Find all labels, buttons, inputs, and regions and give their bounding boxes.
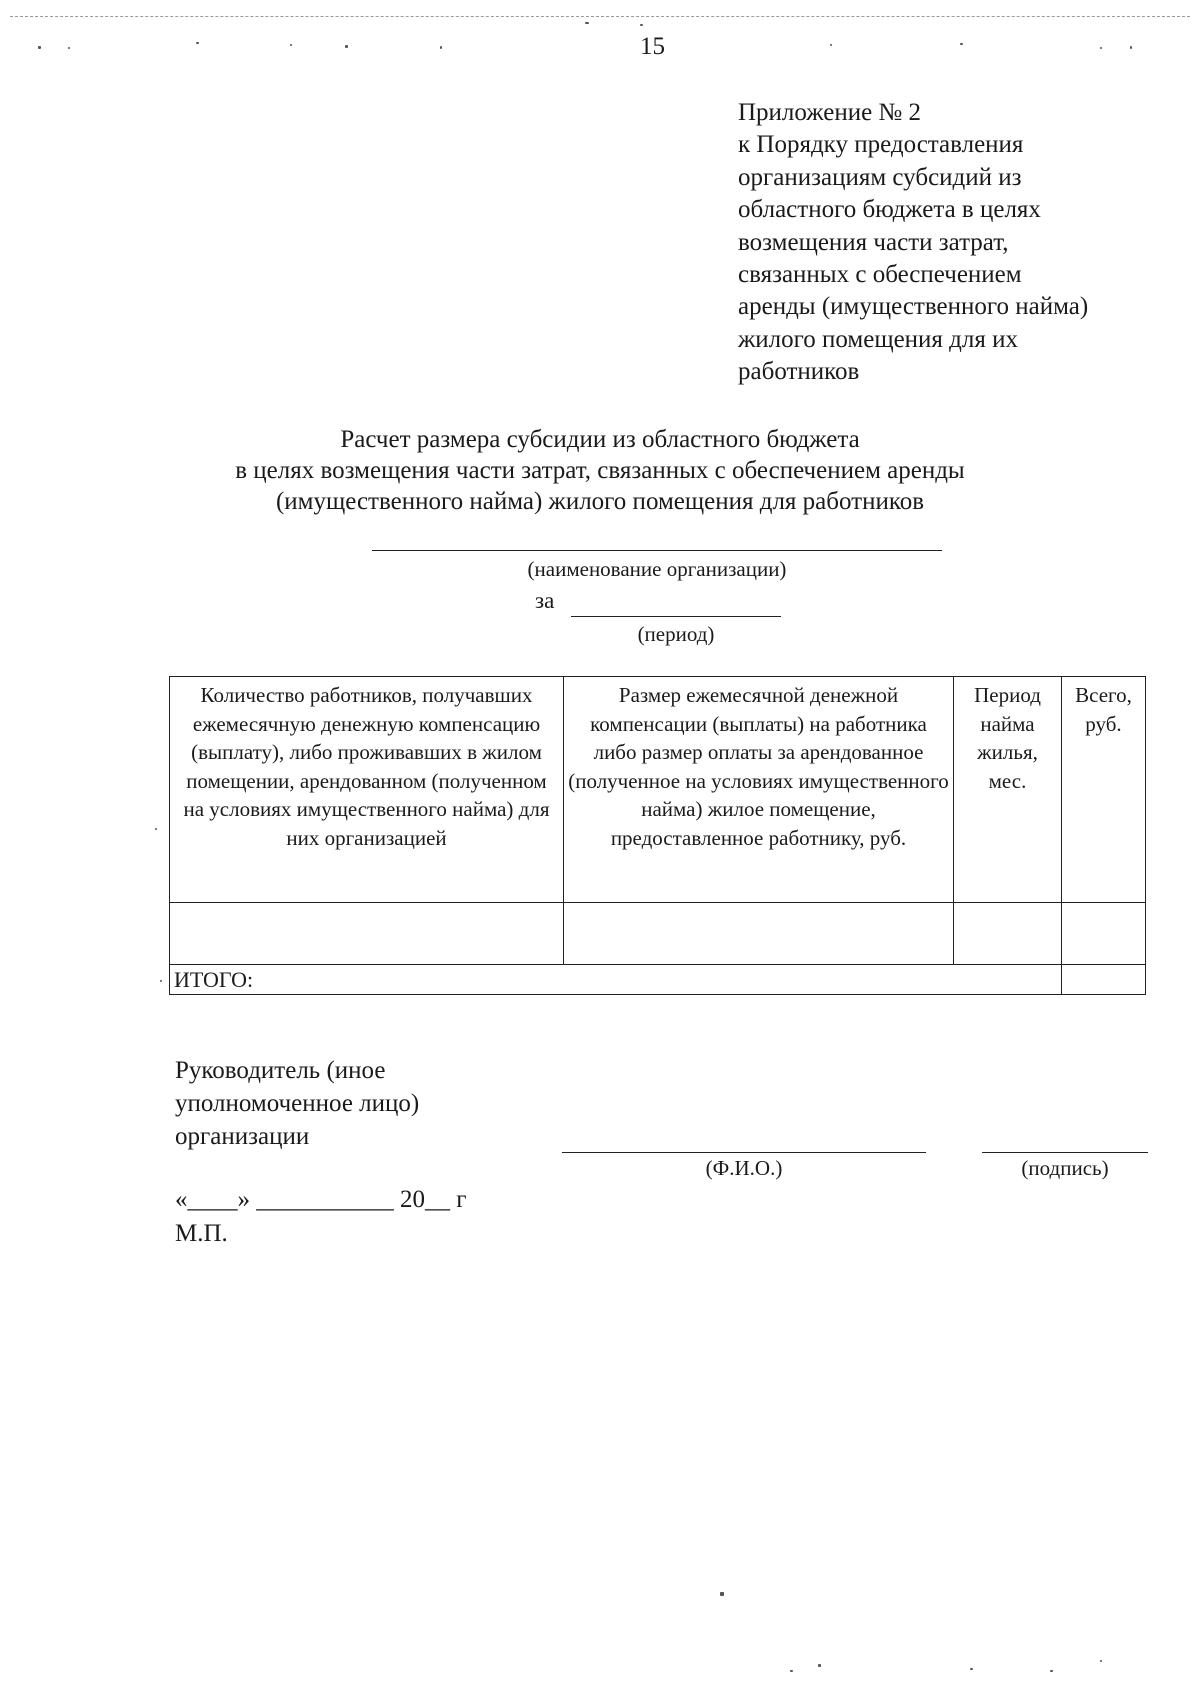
signer-line: организации <box>175 1123 310 1150</box>
annex-reference <box>738 97 1178 389</box>
annex-line: работников <box>738 358 860 386</box>
cell-employee-count[interactable] <box>170 903 564 965</box>
subsidy-calculation-table <box>169 676 1146 995</box>
period-caption: (период) <box>637 622 715 646</box>
signer-line: уполномоченное лицо) <box>175 1090 420 1117</box>
header-employee-count: Количество работников, получавших ежемесячную денежную компенсацию (выплату), либо проживавших в жилом помещении, арендованном (полученном на условиях имущественного найма) для них организацией <box>170 677 564 903</box>
stamp-placeholder: М.П. <box>175 1220 228 1247</box>
annex-line: жилого помещения для их <box>738 325 1019 353</box>
annex-line: аренды (имущественного найма) <box>738 293 1089 321</box>
annex-line: связанных с обеспечением <box>738 261 1022 289</box>
organization-name-field[interactable] <box>372 550 942 551</box>
signer-line: Руководитель (иное <box>175 1057 386 1084</box>
cell-rent-period[interactable] <box>954 903 1062 965</box>
annex-line: возмещения части затрат, <box>738 228 1009 256</box>
organization-name-caption: (наименование организации) <box>527 557 787 581</box>
document-title <box>100 424 1100 517</box>
table-total-row <box>170 965 1146 995</box>
period-prefix: за <box>535 588 555 613</box>
cell-total[interactable] <box>1062 903 1146 965</box>
signature-field[interactable] <box>982 1152 1148 1153</box>
fio-caption: (Ф.И.О.) <box>705 1156 783 1180</box>
page-number: 15 <box>640 33 665 60</box>
table-header-row <box>170 677 1146 903</box>
annex-line: организациям субсидий из <box>738 163 1022 191</box>
fio-field[interactable] <box>562 1152 926 1153</box>
annex-line: Приложение № 2 <box>738 99 922 126</box>
header-monthly-compensation: Размер ежемесячной денежной компенсации (выплаты) на работника либо размер оплаты за арендованное (полученное на условиях имущественного найма) жилое помещение, предоставленное работнику, руб. <box>564 677 954 903</box>
cell-monthly-compensation[interactable] <box>564 903 954 965</box>
signer-title <box>175 1054 419 1153</box>
date-line: «____» ___________ 20__ г <box>175 1186 467 1213</box>
annex-line: областного бюджета в целях <box>738 196 1041 224</box>
table-row <box>170 903 1146 965</box>
cell-grand-total[interactable] <box>1062 965 1146 995</box>
period-field[interactable] <box>571 616 781 617</box>
header-total: Всего, руб. <box>1062 677 1146 903</box>
header-rent-period: Период найма жилья, мес. <box>954 677 1062 903</box>
title-line: Расчет размера субсидии из областного бюджета <box>340 426 860 453</box>
total-label: ИТОГО: <box>170 965 1062 995</box>
title-line: (имущественного найма) жилого помещения для работников <box>275 488 925 515</box>
top-border-rule <box>10 16 1190 17</box>
title-line: в целях возмещения части затрат, связанных с обеспечением аренды <box>235 457 965 484</box>
annex-line: к Порядку предоставления <box>738 131 1024 159</box>
signature-caption: (подпись) <box>1021 1156 1109 1180</box>
